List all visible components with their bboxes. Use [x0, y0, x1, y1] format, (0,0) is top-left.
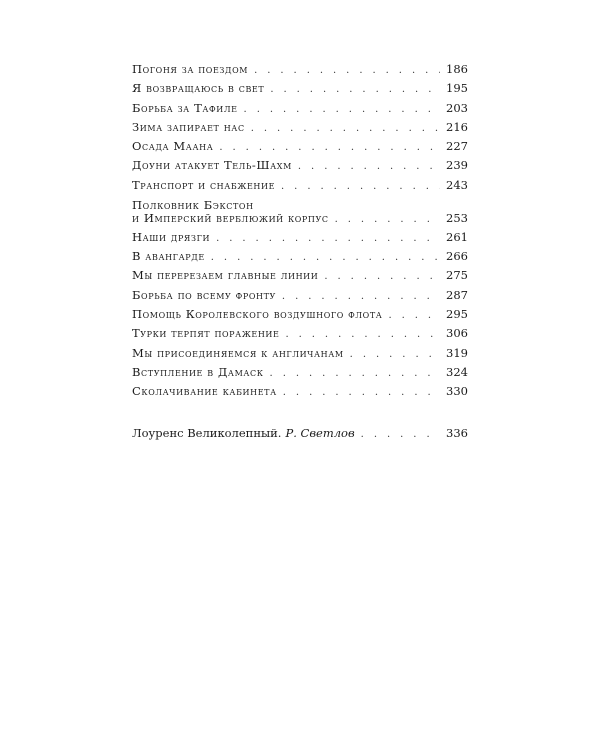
toc-entry-title: Доуни атакует Тель-Шахм — [132, 158, 292, 173]
toc-entry[interactable] — [132, 249, 468, 268]
toc-entry-title: Борьба за Тафиле — [132, 100, 238, 115]
toc-entry[interactable] — [132, 62, 468, 81]
toc-entry[interactable] — [132, 178, 468, 197]
dot-leader — [285, 329, 440, 340]
dot-leader — [211, 252, 440, 263]
toc-entry-title: Зима запирает нас — [132, 119, 245, 134]
dot-leader — [270, 368, 441, 379]
toc-entry-page: 253 — [446, 210, 468, 225]
dot-leader — [324, 271, 440, 282]
toc-entry-page: 261 — [446, 229, 468, 244]
toc-entry[interactable] — [132, 268, 468, 287]
dot-leader — [216, 233, 440, 244]
toc-entry-page: 330 — [446, 384, 468, 399]
toc-entry-page: 287 — [446, 287, 468, 302]
toc-entry[interactable] — [132, 101, 468, 120]
dot-leader — [244, 104, 441, 115]
toc-entry-page: 306 — [446, 326, 468, 341]
dot-leader — [251, 123, 440, 134]
dot-leader — [335, 214, 440, 225]
afterword-author: Р. Светлов — [285, 426, 355, 440]
toc-entry[interactable] — [132, 81, 468, 100]
toc-entry[interactable] — [132, 158, 468, 177]
toc-entry[interactable] — [132, 198, 468, 230]
toc-entry-page: 203 — [446, 100, 468, 115]
toc-entry[interactable] — [132, 326, 468, 345]
table-of-contents — [132, 62, 468, 404]
toc-entry-title: Турки терпят поражение — [132, 326, 280, 341]
afterword-page: 336 — [446, 426, 468, 440]
dot-leader — [298, 161, 440, 172]
toc-entry-title: Погоня за поездом — [132, 62, 249, 76]
dot-leader — [283, 387, 440, 398]
dot-leader — [388, 310, 440, 321]
afterword-title: Лоуренс Великолепный. — [132, 426, 282, 440]
toc-entry-title-line2: и Имперский верблюжий корпус — [132, 210, 329, 225]
toc-entry[interactable] — [132, 307, 468, 326]
toc-entry[interactable] — [132, 288, 468, 307]
dot-leader — [350, 349, 440, 360]
toc-entry-title: Я возвращаюсь в свет — [132, 81, 265, 96]
toc-entry-title: Сколачивание кабинета — [132, 384, 277, 399]
toc-entry-title: Транспорт и снабжение — [132, 177, 276, 192]
toc-entry-page: 319 — [446, 345, 468, 360]
toc-entry-page: 216 — [446, 119, 468, 134]
toc-entry[interactable] — [132, 139, 468, 158]
toc-entry-page: 266 — [446, 249, 468, 264]
toc-entry[interactable] — [132, 230, 468, 249]
dot-leader — [282, 291, 440, 302]
toc-entry-page: 186 — [446, 62, 468, 76]
toc-entry[interactable] — [132, 384, 468, 403]
toc-entry-title: Вступление в Дамаск — [132, 364, 264, 379]
toc-entry-title: Мы присоединяемся к англичанам — [132, 345, 344, 360]
toc-entry-title: Борьба по всему фронту — [132, 287, 276, 302]
toc-entry-page: 324 — [446, 364, 468, 379]
toc-entry-page: 275 — [446, 268, 468, 283]
toc-entry-title: Наши дрязги — [132, 229, 211, 244]
toc-entry-title: Мы перерезаем главные линии — [132, 268, 319, 283]
afterword-entry[interactable] — [132, 426, 468, 440]
toc-entry-title: Осада Маана — [132, 139, 214, 154]
toc-entry[interactable] — [132, 346, 468, 365]
dot-leader — [219, 142, 440, 153]
dot-leader — [254, 65, 440, 76]
toc-entry-page: 195 — [446, 81, 468, 96]
toc-entry[interactable] — [132, 120, 468, 139]
toc-entry-title-line1: Полковник Бэкстон — [132, 198, 254, 213]
toc-entry-page: 243 — [446, 177, 468, 192]
toc-entry-title: Помощь Королевского воздушного флота — [132, 307, 383, 322]
dot-leader — [361, 429, 440, 440]
toc-entry[interactable] — [132, 365, 468, 384]
dot-leader — [270, 84, 440, 95]
toc-entry-page: 227 — [446, 139, 468, 154]
dot-leader — [281, 181, 440, 192]
toc-entry-title: В авангарде — [132, 249, 205, 264]
toc-entry-page: 295 — [446, 307, 468, 322]
toc-entry-page: 239 — [446, 158, 468, 173]
